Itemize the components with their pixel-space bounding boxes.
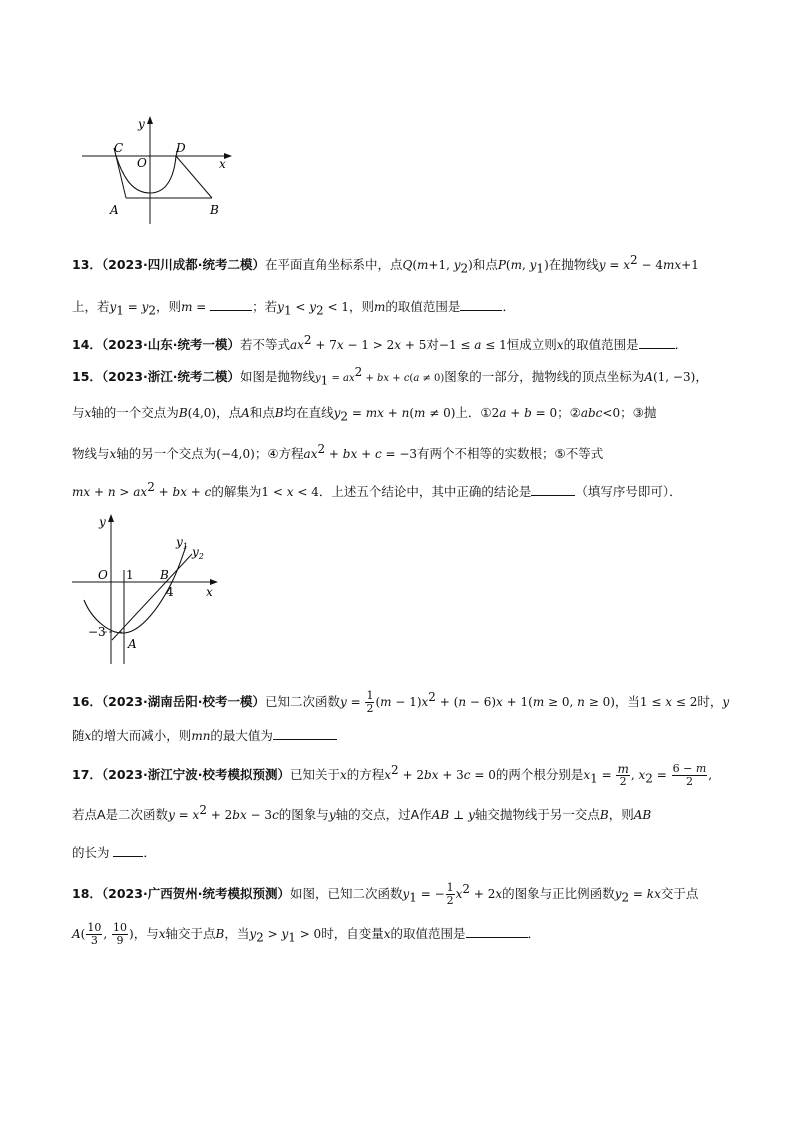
q15-text: ．上述五个结论中，其中正确的结论是 <box>318 484 532 499</box>
q13-number: 13． <box>72 257 102 272</box>
q13-text: 上，若 <box>72 299 110 314</box>
q15-text: 如图是抛物线 <box>239 369 315 384</box>
q18-text: 时，自变量 <box>321 926 384 941</box>
q13-text: 在平面直角坐标系中，点 <box>264 257 403 272</box>
fig1-y-label: y <box>138 117 145 131</box>
q15-text: 与 <box>72 405 85 420</box>
q18-text: 的图象与正比例函数 <box>502 886 615 901</box>
question-14: 14．（2023·山东·统考一模）若不等式$ax^2 + 7x - 1 > 2x + 5$对−1 ≤ a ≤ 1恒成立则x的取值范围是 ． <box>72 332 688 352</box>
q18-source: （2023·广西贺州·统考模拟预测） <box>101 886 290 901</box>
fig2-1-label: 1 <box>126 568 134 582</box>
q18-text: 如图，已知二次函数 <box>289 886 403 901</box>
fig1-b-label: B <box>210 203 219 217</box>
q16-answer-blank[interactable] <box>273 727 337 740</box>
q13-text: ，则 <box>349 299 375 314</box>
q15-text: ；③抛 <box>620 405 657 420</box>
q13-answer-blank-1[interactable] <box>210 298 252 311</box>
q14-text: 恒成立则 <box>506 337 557 352</box>
parabola-figure-1 <box>78 110 238 230</box>
fig1-o-label: O <box>137 156 147 170</box>
q13-answer-blank-2[interactable] <box>460 298 502 311</box>
question-15-line-2: 与x轴的一个交点为B(4,0)，点A和点B均在直线$y_2$ = mx + n(m ≠ 0)上．①2a + b = 0；②abc<0；③抛 <box>72 405 657 424</box>
q18-text: 的取值范围是 <box>390 926 466 941</box>
question-16: 16．（2023·湖南岳阳·校考一模）已知二次函数y = $\frac{1}{2}$ $(m - 1)x^2 + (n - 6)x + 1(m \ge 0$, n ≥ 0)，当1 ≤ x ≤ 2时，y <box>72 689 730 715</box>
q13-text: 在抛物线 <box>548 257 599 272</box>
q15-text: 轴的另一个交点为 <box>116 446 217 461</box>
fig1-a-label: A <box>110 203 119 217</box>
fig1-c-label: C <box>114 141 124 155</box>
q13-text: 的取值范围是 <box>385 299 461 314</box>
q17-text: 的长为 <box>72 845 110 860</box>
fig2-y1-label: $y_1$ <box>176 535 188 551</box>
fig1-x-label: x <box>219 157 226 171</box>
q17-text: 的方程 <box>346 767 385 782</box>
fig2-o-label: O <box>98 568 108 582</box>
fig2-b-label: B <box>160 568 169 582</box>
q17-number: 17． <box>72 767 102 782</box>
question-18-line-2: A( $\frac{10}{3}$ , $\frac{10}{9}$ )，与x轴交于点B，当$y_2 > y_1 > 0$时，自变量x的取值范围是 ． <box>72 921 541 947</box>
q17-text: ． <box>143 845 156 860</box>
q18-text: 轴交于点 <box>165 926 216 941</box>
q16-text: 时， <box>697 694 723 709</box>
q17-text: 若点A是二次函数 <box>72 807 169 822</box>
q13-text: 和点 <box>472 257 498 272</box>
question-16-line-2: 随x的增大而减小，则mn的最大值为 <box>72 727 732 745</box>
fig1-d-label: D <box>176 141 186 155</box>
q13-source: （2023·四川成都·统考二模） <box>101 257 265 272</box>
question-13: 13．（2023·四川成都·统考二模）在平面直角坐标系中，点Q(m+1, $y_2$)和点P(m, $y_1$)在抛物线$y = x^2 - 4mx+1$ <box>72 252 699 276</box>
q17-text: 的两个根分别是 <box>495 767 584 782</box>
q16-text: 的最大值为 <box>210 728 273 743</box>
q15-source: （2023·浙江·统考二模） <box>101 369 240 384</box>
q15-text: 均在直线 <box>283 405 334 420</box>
q16-text: ，当 <box>614 694 640 709</box>
q16-text: 的增大而减小，则 <box>91 728 192 743</box>
q15-text: 的解集为 <box>211 484 262 499</box>
question-15: 15．（2023·浙江·统考二模）如图是抛物线$y_1 = ax^2$ + bx + c(a ≠ 0)图象的一部分，抛物线的顶点坐标为A(1, −3)， <box>72 364 708 388</box>
q15-text: ；④方程 <box>254 446 304 461</box>
q17-text: ，则 <box>608 807 634 822</box>
q15-text: 和点 <box>249 405 275 420</box>
q17-source: （2023·浙江宁波·校考模拟预测） <box>101 767 290 782</box>
fig2-a-label: A <box>128 637 137 651</box>
q18-text: ，当 <box>224 926 250 941</box>
q18-answer-blank[interactable] <box>466 925 528 938</box>
q16-text: 已知二次函数 <box>264 694 340 709</box>
q17-text: 轴交抛物线于另一交点 <box>474 807 600 822</box>
q15-text: （填写序号即可）． <box>575 484 682 499</box>
q16-source: （2023·湖南岳阳·校考一模） <box>101 694 265 709</box>
q15-text: ；② <box>557 405 581 420</box>
question-17-line-2: 若点A是二次函数$y = x^2 + 2bx - 3c$的图象与y轴的交点，过A作AB ⊥ y轴交抛物线于另一交点B，则AB <box>72 802 652 822</box>
question-17-line-3 <box>72 844 732 862</box>
parabola-figure-2 <box>70 512 230 668</box>
q17-answer-blank[interactable] <box>113 844 143 857</box>
question-15-line-4: mx + $n > ax^2$ + bx + c的解集为1 < x < 4．上述五个结论中，其中正确的结论是 （填写序号即可）． <box>72 479 682 499</box>
q15-text: ， <box>695 369 708 384</box>
q14-text: 的取值范围是 <box>563 337 639 352</box>
q18-text: ，与 <box>133 926 159 941</box>
q13-text: ；若 <box>252 299 278 314</box>
q14-text: ． <box>674 337 688 352</box>
q15-number: 15． <box>72 369 102 384</box>
q15-text: 有两个不相等的实数根；⑤不等式 <box>417 446 604 461</box>
q13-text: ，则 <box>156 299 182 314</box>
q15-text: 物线与 <box>72 446 110 461</box>
q13-text: ． <box>502 299 515 314</box>
q14-answer-blank[interactable] <box>639 336 675 349</box>
question-18: 18．（2023·广西贺州·统考模拟预测）如图，已知二次函数$y_1$ = − $\frac{1}{2}$ $x^2 + 2x$的图象与正比例函数$y_2$ = kx交于点 <box>72 881 699 907</box>
q14-text: 若不等式 <box>239 337 290 352</box>
q14-source: （2023·山东·统考一模） <box>101 337 240 352</box>
q18-text: ． <box>527 926 541 941</box>
q17-text: 轴的交点，过A作 <box>335 807 432 822</box>
fig2-x-label: x <box>206 585 213 599</box>
q15-text: 上．① <box>455 405 492 420</box>
q15-text: 图象的一部分，抛物线的顶点坐标为 <box>444 369 645 384</box>
q15-text: 轴的一个交点为 <box>91 405 179 420</box>
q18-text: 交于点 <box>660 886 699 901</box>
q14-number: 14． <box>72 337 102 352</box>
question-15-line-3: 物线与x轴的另一个交点为(−4,0)；④方程$ax^2$ + bx + c = −3有两个不相等的实数根；⑤不等式 <box>72 441 604 461</box>
q16-number: 16． <box>72 694 102 709</box>
q17-text: 已知关于 <box>289 767 340 782</box>
q15-answer-blank[interactable] <box>531 483 575 496</box>
question-13-line-2: 上，若$y_1 = y_2$，则m = ；若$y_1 < y_2 < 1$，则m的取值范围是 ． <box>72 299 515 318</box>
q17-text: 的图象与 <box>278 807 329 822</box>
question-17: 17．（2023·浙江宁波·校考模拟预测）已知关于x的方程$x^2 + 2bx + 3c = 0$的两个根分别是$x_1$ = $\frac{m}{2}$ , $x_2$ = $\frac{6 - m}{2}$ , <box>72 762 713 788</box>
fig2-4-label: 4 <box>166 585 174 599</box>
q14-text: 对 <box>426 337 439 352</box>
q18-number: 18． <box>72 886 102 901</box>
q16-text: 随 <box>72 728 85 743</box>
fig2-y-label: y <box>99 515 106 529</box>
q15-text: ，点 <box>216 405 242 420</box>
fig2-neg3-label: −3 <box>88 625 106 639</box>
fig2-y2-label: $y_2$ <box>192 545 204 561</box>
